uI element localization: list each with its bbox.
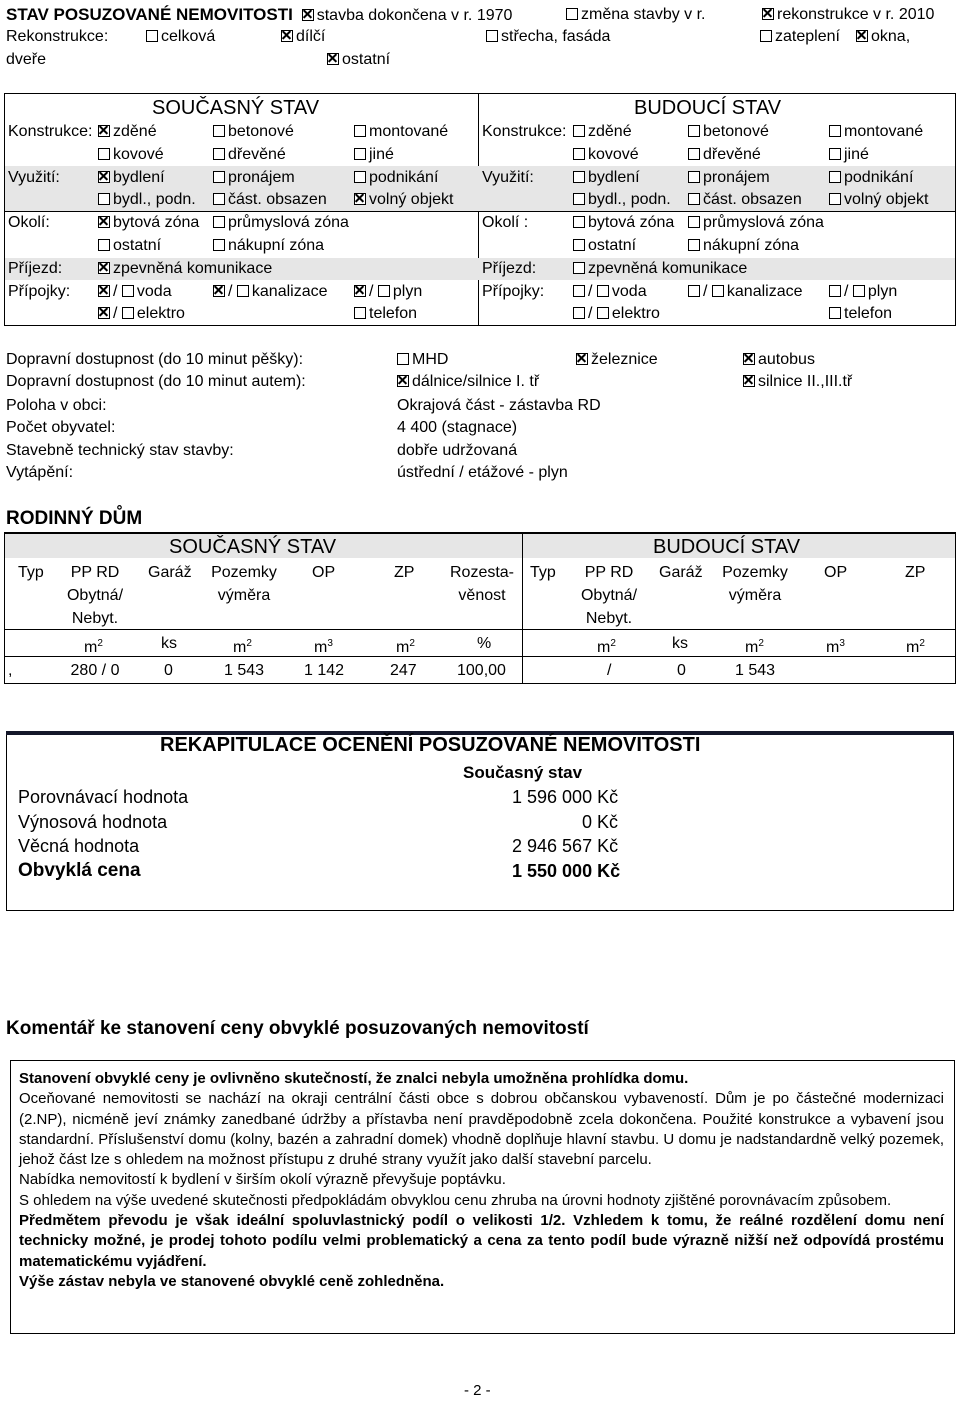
f-business-label: podnikání	[844, 169, 914, 186]
cur-metal-label: kovové	[113, 146, 164, 163]
f-mounted	[829, 121, 923, 143]
unit-m-text: m	[396, 639, 410, 656]
row-garage: 0	[164, 662, 173, 679]
bus-label: autobus	[758, 351, 815, 368]
col-garage: Garáž	[148, 564, 192, 581]
highway-label: dálnice/silnice I. tř	[412, 373, 540, 390]
unit-m-text: m	[233, 639, 247, 656]
f-row-pprd: /	[607, 662, 612, 679]
checkbox-f-sewer-public[interactable]	[688, 285, 700, 297]
heating-label: Vytápění:	[6, 464, 74, 481]
f-col-type: Typ	[530, 564, 556, 581]
f-paved	[573, 258, 747, 280]
cur-brick	[98, 121, 157, 143]
checkbox-f-paved[interactable]	[573, 262, 585, 274]
f-sewer-label: kanalizace	[726, 283, 803, 300]
f-phone-label: telefon	[844, 305, 893, 322]
checkbox-f-metal[interactable]	[573, 148, 585, 160]
f-rent	[688, 167, 770, 189]
f-housing-business-label: bydl., podn.	[588, 191, 671, 208]
checkbox-change[interactable]	[566, 8, 578, 20]
f-unit-garage: ks	[672, 635, 688, 652]
checkbox-cur-water-own[interactable]	[122, 285, 134, 297]
checkbox-f-sewer-own[interactable]	[712, 285, 724, 297]
recap-value-cost: 2 946 567 Kč	[512, 836, 619, 856]
unit-m-text: m	[84, 639, 98, 656]
checkbox-cur-gas-public[interactable]	[354, 285, 366, 297]
comment-title: Komentář ke stanovení ceny obvyklé posuzovaných nemovitostí	[6, 1018, 589, 1039]
checkbox-cur-water-public[interactable]	[98, 285, 110, 297]
recon-label: Rekonstrukce:	[6, 28, 109, 45]
f-unit-zp: $m^2$	[906, 638, 925, 656]
comment-box	[10, 1060, 955, 1334]
unit-pprd: $m^2$	[84, 638, 103, 656]
cur-residential-label: bytová zóna	[113, 214, 200, 231]
reconstruction-label: rekonstrukce v r. 2010	[777, 6, 935, 23]
cur-water-label: voda	[136, 283, 172, 300]
f-metal-label: kovové	[588, 146, 639, 163]
col-type: Typ	[18, 564, 44, 581]
checkbox-f-residential[interactable]	[573, 216, 585, 228]
f-area-other-label: ostatní	[588, 237, 637, 254]
completed-label: stavba dokončena v r. 1970	[316, 7, 513, 24]
recap-label-comparative: Porovnávací hodnota	[18, 787, 189, 807]
cur-concrete-label: betonové	[228, 123, 294, 140]
checkbox-cur-industrial[interactable]	[213, 216, 225, 228]
walk-label: Dopravní dostupnost (do 10 minut pěšky):	[6, 351, 304, 368]
checkbox-total[interactable]	[146, 30, 158, 42]
cur-metal	[98, 144, 164, 166]
recap-value-usual: 1 550 000 Kč	[512, 861, 621, 881]
checkbox-cur-paved[interactable]	[98, 262, 110, 274]
reconstruction-item	[762, 4, 934, 26]
mhd-item	[397, 349, 448, 371]
checkbox-cur-housing-business[interactable]	[98, 193, 110, 205]
house-title: RODINNÝ DŮM	[6, 508, 143, 529]
doors-label: dveře	[6, 51, 47, 68]
checkbox-partial[interactable]	[281, 30, 293, 42]
checkbox-f-shopping[interactable]	[688, 239, 700, 251]
unit-m-text: m	[906, 639, 920, 656]
condition-label: Stavebně technický stav stavby:	[6, 442, 234, 459]
f-col-garage: Garáž	[659, 564, 703, 581]
cur-wooden-label: dřevěné	[228, 146, 286, 163]
comment-p3: Nabídka nemovitostí k bydlení v širším okolí výrazně převyšuje poptávku.	[19, 1171, 506, 1189]
col-pprd3: Nebyt.	[71, 610, 119, 627]
cur-paved-label: zpevněná komunikace	[113, 260, 273, 277]
unit-m-text: m	[597, 639, 611, 656]
f-partially-label: část. obsazen	[703, 191, 802, 208]
comment-p5: Předmětem převodu je však ideální spoluvlastnický podíl o velikosti 1/2. Vzhledem k tomu, že reálné rozdělení domu není technicky možné, je prodej tohoto podílu velmi problematický a cena za tento podíl bude výrazně nižší než odpovídá prostému matematickému vyjádření.	[19, 1212, 944, 1270]
recap-title: REKAPITULACE OCENĚNÍ POSUZOVANÉ NEMOVITOSTI	[160, 734, 701, 756]
f-business	[829, 167, 913, 189]
f-row-land: 1 543	[734, 662, 776, 679]
cur-industrial-label: průmyslová zóna	[228, 214, 349, 231]
unit-land: $m^2$	[233, 638, 252, 656]
cur-concrete	[213, 121, 294, 143]
f-col-op: OP	[824, 564, 848, 581]
f-gas	[829, 281, 897, 303]
checkbox-f-elec-own[interactable]	[597, 307, 609, 319]
checkbox-insulation[interactable]	[760, 30, 772, 42]
checkbox-cur-housing[interactable]	[98, 171, 110, 183]
road23-item	[743, 371, 852, 393]
cur-mounted-label: montované	[369, 123, 449, 140]
f-brick	[573, 121, 632, 143]
f-col-pprd2: Obytná/	[580, 587, 638, 604]
f-usage-label: Využití:	[482, 169, 534, 186]
cur-housing	[98, 167, 165, 189]
checkbox-f-water-public[interactable]	[573, 285, 585, 297]
checkbox-f-brick[interactable]	[573, 125, 585, 137]
f-unit-pprd: $m^2$	[597, 638, 616, 656]
area-label: Okolí:	[8, 214, 50, 231]
f-free-label: volný objekt	[844, 191, 929, 208]
col-pprd: PP RD	[70, 564, 120, 581]
unit-spread: %	[477, 635, 492, 652]
comment-p1: Stanovení obvyklé ceny je ovlivněno skutečností, že znalci nebyla umožněna prohlídka domu.	[19, 1070, 689, 1087]
cur-industrial	[213, 212, 349, 234]
checkbox-f-business[interactable]	[829, 171, 841, 183]
unit-m-text: m	[314, 639, 328, 656]
cur-business-label: podnikání	[369, 169, 439, 186]
checkbox-f-free[interactable]	[829, 193, 841, 205]
cur-phone-label: telefon	[369, 305, 418, 322]
f-unit-land: $m^2$	[745, 638, 764, 656]
f-brick-label: zděné	[588, 123, 632, 140]
f-electricity	[573, 303, 660, 325]
row-op: 1 142	[304, 662, 345, 679]
slash: /	[228, 283, 233, 300]
unit-garage: ks	[161, 635, 177, 652]
checkbox-cur-gas-own[interactable]	[378, 285, 390, 297]
unit-zp: $m^2$	[396, 638, 415, 656]
slash: /	[369, 283, 374, 300]
slash: /	[844, 283, 849, 300]
house-future-title: BUDOUCÍ STAV	[653, 536, 801, 558]
col-pprd2: Obytná/	[66, 587, 124, 604]
f-industrial-label: průmyslová zóna	[703, 214, 824, 231]
checkbox-cur-residential[interactable]	[98, 216, 110, 228]
checkbox-rail[interactable]	[576, 353, 588, 365]
slash: /	[588, 305, 593, 322]
f-sewer	[688, 281, 803, 303]
f-phone	[829, 303, 892, 325]
rail-label: železnice	[591, 351, 658, 368]
checkbox-cur-shopping[interactable]	[213, 239, 225, 251]
windows-item	[856, 26, 910, 48]
population-label: Počet obyvatel:	[6, 419, 116, 436]
change-label: změna stavby v r.	[581, 6, 706, 23]
recap-label-yield: Výnosová hodnota	[18, 812, 168, 832]
page-title: STAV POSUZOVANÉ NEMOVITOSTI	[6, 5, 293, 24]
checkbox-f-concrete[interactable]	[688, 125, 700, 137]
insulation-label: zateplení	[775, 28, 840, 45]
checkbox-road23[interactable]	[743, 375, 755, 387]
checkbox-mhd[interactable]	[397, 353, 409, 365]
checkbox-other[interactable]	[327, 53, 339, 65]
f-row-garage: 0	[677, 662, 686, 679]
checkbox-highway[interactable]	[397, 375, 409, 387]
f-wooden	[688, 144, 761, 166]
f-wooden-label: dřevěné	[703, 146, 761, 163]
f-concrete	[688, 121, 769, 143]
col-op: OP	[312, 564, 336, 581]
cur-partially-label: část. obsazen	[228, 191, 327, 208]
checkbox-completed[interactable]	[302, 9, 314, 21]
f-utilities-label: Přípojky:	[482, 283, 545, 300]
total-item	[146, 26, 215, 48]
checkbox-f-housing-business[interactable]	[573, 193, 585, 205]
f-residential-label: bytová zóna	[588, 214, 675, 231]
row-land: 1 543	[223, 662, 265, 679]
bus-item	[743, 349, 815, 371]
checkbox-f-housing[interactable]	[573, 171, 585, 183]
checkbox-windows[interactable]	[856, 30, 868, 42]
cur-area-other-label: ostatní	[113, 237, 162, 254]
position-label: Poloha v obci:	[6, 397, 107, 414]
cur-rent	[213, 167, 295, 189]
checkbox-cur-concrete[interactable]	[213, 125, 225, 137]
checkbox-f-mounted[interactable]	[829, 125, 841, 137]
checkbox-cur-brick[interactable]	[98, 125, 110, 137]
checkbox-cur-wooden[interactable]	[213, 148, 225, 160]
current-state-title: SOUČASNÝ STAV	[152, 97, 320, 119]
other-item	[327, 49, 390, 71]
cur-gas-label: plyn	[392, 283, 423, 300]
checkbox-f-other[interactable]	[829, 148, 841, 160]
checkbox-f-water-own[interactable]	[597, 285, 609, 297]
checkbox-cur-phone[interactable]	[354, 307, 366, 319]
checkbox-cur-sewer-public[interactable]	[213, 285, 225, 297]
checkbox-f-gas-own[interactable]	[853, 285, 865, 297]
f-col-land2: výměra	[728, 587, 782, 604]
checkbox-cur-elec-own[interactable]	[122, 307, 134, 319]
cur-free	[354, 189, 454, 211]
status-header-line-1	[6, 4, 512, 26]
total-label: celková	[161, 28, 216, 45]
checkbox-cur-metal[interactable]	[98, 148, 110, 160]
checkbox-cur-elec-public[interactable]	[98, 307, 110, 319]
recap-col-header: Současný stav	[463, 763, 583, 782]
cur-water	[98, 281, 172, 303]
cur-shopping-label: nákupní zóna	[228, 237, 325, 254]
f-area-label: Okolí :	[482, 214, 529, 231]
cur-housing-label: bydlení	[113, 169, 165, 186]
unit-m-text: m	[826, 639, 840, 656]
col-land2: výměra	[217, 587, 271, 604]
cur-electricity-label: elektro	[136, 305, 185, 322]
checkbox-f-phone[interactable]	[829, 307, 841, 319]
f-construction-label: Konstrukce:	[482, 123, 567, 140]
checkbox-f-gas-public[interactable]	[829, 285, 841, 297]
f-partially	[688, 189, 802, 211]
house-unit-bottom	[5, 656, 955, 657]
f-shopping-label: nákupní zóna	[703, 237, 800, 254]
f-metal	[573, 144, 639, 166]
col-land: Pozemky	[211, 564, 277, 581]
checkbox-f-area-other[interactable]	[573, 239, 585, 251]
f-paved-label: zpevněná komunikace	[588, 260, 748, 277]
f-housing-business	[573, 189, 671, 211]
checkbox-cur-mounted[interactable]	[354, 125, 366, 137]
checkbox-f-elec-public[interactable]	[573, 307, 585, 319]
row-pprd: 280 / 0	[70, 662, 120, 679]
cur-shopping	[213, 235, 324, 257]
f-col-pprd3: Nebyt.	[585, 610, 633, 627]
house-unit-top	[5, 629, 955, 630]
partial-label: dílčí	[296, 28, 326, 45]
cur-other-label: jiné	[369, 146, 394, 163]
checkbox-f-industrial[interactable]	[688, 216, 700, 228]
cur-gas	[354, 281, 422, 303]
checkbox-cur-business[interactable]	[354, 171, 366, 183]
condition-value: dobře udržovaná	[397, 442, 518, 459]
house-current-title: SOUČASNÝ STAV	[169, 536, 337, 558]
rail-item	[576, 349, 658, 371]
f-col-land: Pozemky	[722, 564, 788, 581]
f-shopping	[688, 235, 799, 257]
cur-mounted	[354, 121, 448, 143]
checkbox-bus[interactable]	[743, 353, 755, 365]
unit-m-text: m	[745, 639, 759, 656]
f-water	[573, 281, 647, 303]
checkbox-cur-other[interactable]	[354, 148, 366, 160]
cur-brick-label: zděné	[113, 123, 157, 140]
recap-value-comparative: 1 596 000 Kč	[512, 787, 619, 807]
recap-label-cost: Věcná hodnota	[18, 836, 140, 856]
utilities-label: Přípojky:	[8, 283, 71, 300]
cur-housing-business	[98, 189, 196, 211]
col-spread: Rozesta-	[449, 564, 515, 581]
unit-op: $m^3$	[314, 638, 333, 656]
cur-partially	[213, 189, 327, 211]
heating-value: ústřední / etážové - plyn	[397, 464, 568, 481]
change-item	[566, 4, 706, 26]
f-mounted-label: montované	[844, 123, 924, 140]
checkbox-f-rent[interactable]	[688, 171, 700, 183]
cur-sewer-label: kanalizace	[251, 283, 328, 300]
roof-label: střecha, fasáda	[501, 28, 611, 45]
mhd-label: MHD	[412, 351, 449, 368]
f-concrete-label: betonové	[703, 123, 769, 140]
house-divider	[522, 533, 523, 683]
f-water-label: voda	[611, 283, 647, 300]
cur-area-other	[98, 235, 161, 257]
f-electricity-label: elektro	[611, 305, 660, 322]
road23-label: silnice II.,III.tř	[758, 373, 853, 390]
cur-business	[354, 167, 438, 189]
f-gas-label: plyn	[867, 283, 898, 300]
checkbox-cur-rent[interactable]	[213, 171, 225, 183]
f-housing	[573, 167, 640, 189]
cur-free-label: volný objekt	[369, 191, 454, 208]
comment-p6: Výše zástav nebyla ve stanovené obvyklé ceně zohledněna.	[19, 1272, 445, 1290]
f-access-label: Příjezd:	[482, 260, 537, 277]
highway-item	[397, 371, 539, 393]
cur-housing-business-label: bydl., podn.	[113, 191, 196, 208]
col-spread2: věnost	[458, 587, 506, 604]
row-spread: 100,00	[457, 662, 506, 679]
slash: /	[588, 283, 593, 300]
cur-phone	[354, 303, 417, 325]
checkbox-f-wooden[interactable]	[688, 148, 700, 160]
cur-paved	[98, 258, 272, 280]
partial-item	[281, 26, 325, 48]
comment-p4: S ohledem na výše uvedené skutečnosti předpokládám obvyklou cenu zhruba na úrovni hodnoty zjištěné porovnávacím způsobem.	[19, 1191, 892, 1209]
f-other	[829, 144, 869, 166]
checkbox-cur-sewer-own[interactable]	[237, 285, 249, 297]
recap-label-usual: Obvyklá cena	[18, 860, 141, 881]
f-residential	[573, 212, 674, 234]
construction-label: Konstrukce:	[8, 123, 93, 140]
slash: /	[113, 283, 118, 300]
position-value: Okrajová část - zástavba RD	[397, 397, 601, 414]
f-unit-op: $m^3$	[826, 638, 845, 656]
cur-other	[354, 144, 394, 166]
f-housing-label: bydlení	[588, 169, 640, 186]
checkbox-reconstruction[interactable]	[762, 8, 774, 20]
page-number: - 2 -	[464, 1382, 491, 1399]
checkbox-cur-free[interactable]	[354, 193, 366, 205]
row-zp: 247	[390, 662, 417, 679]
recap-value-yield: 0 Kč	[582, 812, 619, 832]
checkbox-cur-area-other[interactable]	[98, 239, 110, 251]
checkbox-cur-partially[interactable]	[213, 193, 225, 205]
f-col-pprd: PP RD	[584, 564, 634, 581]
access-label: Příjezd:	[8, 260, 63, 277]
slash: /	[113, 305, 118, 322]
col-zp: ZP	[394, 564, 415, 581]
cur-sewer	[213, 281, 328, 303]
slash: /	[703, 283, 708, 300]
windows-label: okna,	[871, 28, 911, 45]
f-industrial	[688, 212, 824, 234]
f-area-other	[573, 235, 636, 257]
usage-label: Využití:	[8, 169, 60, 186]
f-other-label: jiné	[844, 146, 869, 163]
checkbox-f-partially[interactable]	[688, 193, 700, 205]
cur-residential	[98, 212, 199, 234]
cur-wooden	[213, 144, 286, 166]
insulation-item	[760, 26, 840, 48]
f-free	[829, 189, 929, 211]
population-value: 4 400 (stagnace)	[397, 419, 518, 436]
future-state-title: BUDOUCÍ STAV	[634, 97, 782, 119]
cur-rent-label: pronájem	[228, 169, 295, 186]
car-label: Dopravní dostupnost (do 10 minut autem):	[6, 373, 306, 390]
cur-electricity	[98, 303, 185, 325]
f-col-zp: ZP	[905, 564, 926, 581]
comment-p2: Oceňované nemovitosti se nachází na okraji centrální části obce s dobrou občanskou vybaveností. Dům je po částečné modernizaci (2.NP), nicméně jeví známky zanedbané údržby a přístavba není pravděpodobně zcela dokončena. Použité konstrukce a vybavení jsou standardní. Příslušenství domu (kolny, bazén a zahradní domek) vhodně doplňuje hlavní stavbu. U domu je nadstandardně velký pozemek, jehož část lze s ohledem na možnost přístupu z druhé strany využít jako další stavební parcelu.	[19, 1090, 944, 1169]
checkbox-roof[interactable]	[486, 30, 498, 42]
roof-item	[486, 26, 610, 48]
row-type: ,	[8, 662, 13, 679]
f-rent-label: pronájem	[703, 169, 770, 186]
other-label: ostatní	[342, 51, 391, 68]
